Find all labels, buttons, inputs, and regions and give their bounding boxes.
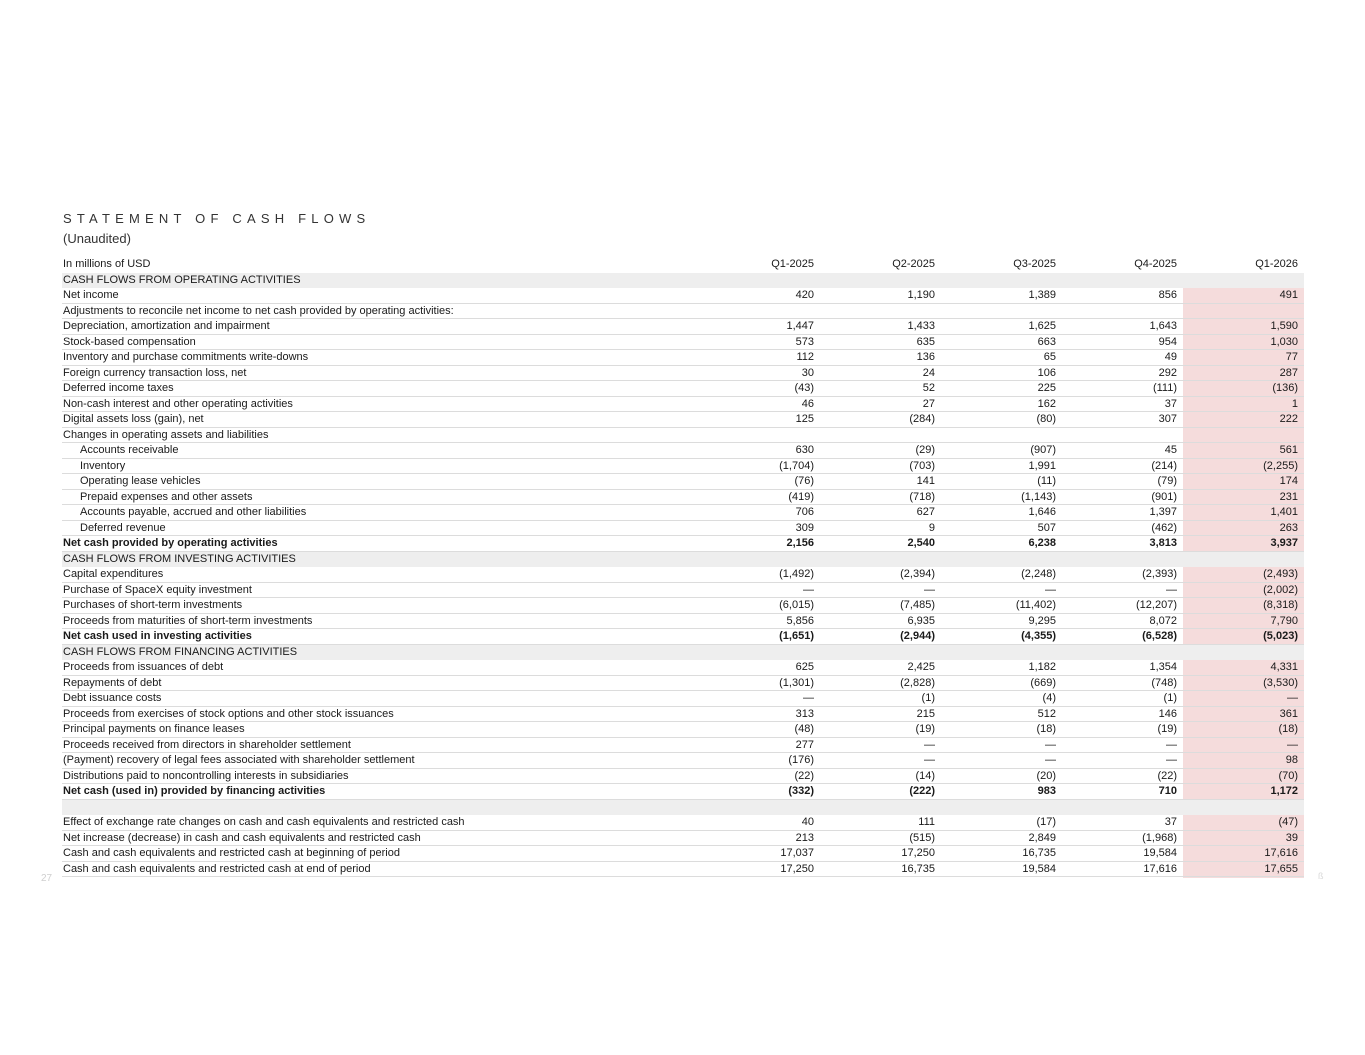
- row-label: Proceeds received from directors in shareholder settlement: [63, 738, 351, 751]
- table-row: [62, 614, 1304, 630]
- cell-value: 146: [1158, 707, 1177, 720]
- table-row: [62, 598, 1304, 614]
- table-row: [62, 397, 1304, 413]
- cell-value: (3,530): [1263, 676, 1298, 689]
- cell-value: 231: [1279, 490, 1298, 503]
- cell-value: (1,968): [1142, 831, 1177, 844]
- row-label: Non-cash interest and other operating activities: [63, 397, 293, 410]
- cell-value: 136: [916, 351, 935, 363]
- row-label: Capital expenditures: [63, 568, 164, 580]
- cell-value: (901): [1151, 490, 1177, 503]
- table-row: [62, 381, 1304, 397]
- cell-value: —: [1166, 738, 1177, 751]
- cell-value: (214): [1151, 459, 1177, 472]
- cell-value: 2,540: [907, 537, 935, 549]
- row-label: Digital assets loss (gain), net: [63, 413, 204, 425]
- row-label: Changes in operating assets and liabilities: [63, 428, 269, 441]
- row-label: Proceeds from issuances of debt: [63, 661, 224, 673]
- cell-value: 19,584: [1143, 847, 1177, 859]
- cell-value: 39: [1285, 831, 1298, 844]
- table-row: [62, 753, 1304, 769]
- cell-value: 16,735: [901, 862, 935, 875]
- row-label: Accounts receivable: [80, 444, 179, 456]
- cell-value: 1,389: [1028, 289, 1056, 301]
- column-header: Q4-2025: [1134, 258, 1177, 270]
- table-row: [62, 304, 1304, 320]
- cell-value: (8,318): [1263, 599, 1298, 611]
- cell-value: (2,248): [1021, 568, 1056, 580]
- table-row: [62, 815, 1304, 831]
- cell-value: (79): [1157, 475, 1177, 487]
- cell-value: 1,991: [1028, 459, 1056, 472]
- row-label: Effect of exchange rate changes on cash and cash equivalents and restricted cash: [63, 816, 465, 828]
- cell-value: 40: [801, 816, 814, 828]
- cell-value: (43): [794, 382, 814, 394]
- cell-value: 287: [1279, 366, 1298, 379]
- cell-value: (11,402): [1015, 599, 1056, 611]
- cell-value: 954: [1158, 335, 1177, 348]
- row-label: Foreign currency transaction loss, net: [63, 366, 247, 379]
- cell-value: (419): [788, 490, 814, 503]
- cell-value: 112: [796, 351, 814, 363]
- table-row: [62, 676, 1304, 692]
- row-label: Distributions paid to noncontrolling interests in subsidiaries: [63, 769, 349, 782]
- cell-value: 37: [1164, 397, 1177, 410]
- cell-value: 65: [1043, 351, 1056, 363]
- cell-value: (1,143): [1021, 490, 1056, 503]
- table-row: [62, 660, 1304, 676]
- cell-value: 1,625: [1028, 320, 1056, 332]
- cell-value: 17,250: [901, 847, 935, 859]
- column-header: Q2-2025: [892, 258, 935, 270]
- cell-value: (1): [921, 692, 935, 704]
- cell-value: (70): [1278, 769, 1298, 782]
- row-label: Adjustments to reconcile net income to net cash provided by operating activities:: [63, 304, 454, 317]
- cell-value: 111: [918, 816, 935, 828]
- row-label: Principal payments on finance leases: [63, 723, 245, 735]
- cell-value: (47): [1278, 816, 1298, 828]
- units-label: In millions of USD: [63, 258, 151, 270]
- cell-value: 630: [795, 444, 814, 456]
- cell-value: 141: [916, 475, 935, 487]
- cell-value: (748): [1151, 676, 1177, 689]
- cell-value: 17,616: [1143, 862, 1177, 875]
- cell-value: (29): [915, 444, 935, 456]
- table-row: [62, 846, 1304, 862]
- cash-flow-table: [62, 257, 1304, 877]
- table-row: [62, 350, 1304, 366]
- row-label: Proceeds from maturities of short-term investments: [63, 614, 313, 627]
- cell-value: 512: [1037, 707, 1056, 720]
- row-label: Net cash (used in) provided by financing activities: [63, 785, 326, 797]
- cell-value: 46: [801, 397, 814, 410]
- cell-value: 307: [1158, 413, 1177, 425]
- table-row: [62, 366, 1304, 382]
- cell-value: 1: [1291, 397, 1298, 410]
- cell-value: (515): [909, 831, 935, 844]
- cell-value: (462): [1151, 521, 1177, 534]
- cell-value: (222): [909, 785, 935, 797]
- cell-value: (669): [1030, 676, 1056, 689]
- table-row: [62, 459, 1304, 475]
- section-header-row: [62, 552, 1304, 568]
- cell-value: 52: [922, 382, 935, 394]
- cell-value: 663: [1037, 335, 1056, 348]
- row-label: Deferred revenue: [80, 521, 166, 534]
- cell-value: 213: [795, 831, 814, 844]
- row-label: CASH FLOWS FROM INVESTING ACTIVITIES: [63, 552, 296, 565]
- column-header: Q3-2025: [1013, 258, 1056, 270]
- cell-value: (2,944): [900, 630, 935, 642]
- total-row: [62, 784, 1304, 800]
- cell-value: 3,937: [1270, 537, 1298, 549]
- row-label: Net income: [63, 289, 119, 301]
- cell-value: 1,643: [1149, 320, 1177, 332]
- cell-value: (17): [1036, 816, 1056, 828]
- table-row: [62, 567, 1304, 583]
- row-label: CASH FLOWS FROM OPERATING ACTIVITIES: [63, 273, 301, 286]
- cell-value: (2,002): [1263, 583, 1298, 596]
- cell-value: (111): [1152, 382, 1177, 394]
- table-row: [62, 474, 1304, 490]
- row-label: CASH FLOWS FROM FINANCING ACTIVITIES: [63, 645, 298, 658]
- row-label: Inventory and purchase commitments write-downs: [63, 351, 309, 363]
- row-label: Net cash used in investing activities: [63, 630, 252, 642]
- cell-value: 491: [1279, 289, 1298, 301]
- cell-value: (136): [1272, 382, 1298, 394]
- cell-value: 507: [1037, 521, 1056, 534]
- cell-value: 9: [928, 521, 935, 534]
- cell-value: (332): [788, 785, 814, 797]
- table-row: [62, 722, 1304, 738]
- section-header-row: [62, 645, 1304, 661]
- cell-value: (12,207): [1136, 599, 1177, 611]
- row-label: Net increase (decrease) in cash and cash equivalents and restricted cash: [63, 831, 421, 844]
- cell-value: 1,646: [1028, 506, 1056, 518]
- spacer-row: [62, 800, 1304, 816]
- row-label: Purchases of short-term investments: [63, 599, 243, 611]
- cell-value: 292: [1158, 366, 1177, 379]
- cell-value: 45: [1164, 444, 1177, 456]
- cell-value: 1,354: [1149, 661, 1177, 673]
- cell-value: (19): [915, 723, 935, 735]
- table-row: [62, 443, 1304, 459]
- row-label: Cash and cash equivalents and restricted cash at end of period: [63, 862, 371, 875]
- cell-value: 313: [795, 707, 814, 720]
- cell-value: 627: [916, 506, 935, 518]
- table-row: [62, 691, 1304, 707]
- total-row: [62, 536, 1304, 552]
- row-label: Repayments of debt: [63, 676, 162, 689]
- cell-value: (19): [1157, 723, 1177, 735]
- cell-value: (2,828): [900, 676, 935, 689]
- cell-value: (4): [1042, 692, 1056, 704]
- page-title: STATEMENT OF CASH FLOWS: [63, 211, 371, 226]
- cell-value: (80): [1036, 413, 1056, 425]
- cell-value: 222: [1279, 413, 1298, 425]
- column-header: Q1-2025: [771, 258, 814, 270]
- cell-value: (1): [1163, 692, 1177, 704]
- section-header-row: [62, 273, 1304, 289]
- cell-value: 2,425: [907, 661, 935, 673]
- cell-value: 27: [922, 397, 935, 410]
- cell-value: 3,813: [1149, 537, 1177, 549]
- cell-value: 162: [1037, 397, 1056, 410]
- cell-value: (18): [1278, 723, 1298, 735]
- table-row: [62, 490, 1304, 506]
- row-label: Inventory: [80, 459, 126, 472]
- cell-value: 635: [916, 335, 935, 348]
- cell-value: 125: [795, 413, 814, 425]
- cell-value: 1,182: [1028, 661, 1056, 673]
- cell-value: 277: [795, 738, 814, 751]
- cell-value: 174: [1279, 475, 1298, 487]
- row-label: Debt issuance costs: [63, 692, 162, 704]
- cell-value: 420: [795, 289, 814, 301]
- total-row: [62, 629, 1304, 645]
- cell-value: 49: [1164, 351, 1177, 363]
- cell-value: —: [1045, 738, 1056, 751]
- cell-value: 1,590: [1270, 320, 1298, 332]
- cell-value: 4,331: [1270, 661, 1298, 673]
- cell-value: (2,493): [1263, 568, 1298, 580]
- cell-value: 8,072: [1149, 614, 1177, 627]
- cell-value: —: [924, 754, 935, 766]
- table-row: [62, 707, 1304, 723]
- cell-value: 17,616: [1264, 847, 1298, 859]
- cell-value: 856: [1158, 289, 1177, 301]
- cell-value: 98: [1285, 754, 1298, 766]
- cell-value: (703): [909, 459, 935, 472]
- cell-value: 1,172: [1270, 785, 1298, 797]
- cell-value: 2,849: [1028, 831, 1056, 844]
- row-label: Purchase of SpaceX equity investment: [63, 583, 252, 596]
- cell-value: 710: [1158, 785, 1177, 797]
- table-row: [62, 319, 1304, 335]
- cell-value: 1,433: [907, 320, 935, 332]
- row-label: Accounts payable, accrued and other liabilities: [80, 506, 307, 518]
- cell-value: 625: [795, 661, 814, 673]
- cell-value: 17,655: [1264, 862, 1298, 875]
- cell-value: (718): [909, 490, 935, 503]
- cell-value: (76): [794, 475, 814, 487]
- cell-value: 309: [795, 521, 814, 534]
- cell-value: 6,238: [1028, 537, 1056, 549]
- table-row: [62, 505, 1304, 521]
- cell-value: —: [1166, 583, 1177, 596]
- cell-value: (2,393): [1142, 568, 1177, 580]
- cell-value: (14): [915, 769, 935, 782]
- cell-value: 77: [1285, 351, 1298, 363]
- cell-value: 17,037: [780, 847, 814, 859]
- cell-value: 573: [795, 335, 814, 348]
- cell-value: 30: [801, 366, 814, 379]
- cell-value: —: [1287, 692, 1298, 704]
- cell-value: 561: [1279, 444, 1298, 456]
- cell-value: (22): [794, 769, 814, 782]
- cell-value: (22): [1157, 769, 1177, 782]
- cell-value: (2,394): [900, 568, 935, 580]
- cell-value: 215: [916, 707, 935, 720]
- cell-value: 1,447: [786, 320, 814, 332]
- table-row: [62, 769, 1304, 785]
- cell-value: (284): [909, 413, 935, 425]
- cell-value: 1,401: [1270, 506, 1298, 518]
- cell-value: (5,023): [1263, 630, 1298, 642]
- cell-value: —: [803, 692, 814, 704]
- cell-value: 9,295: [1028, 614, 1056, 627]
- cell-value: 263: [1279, 521, 1298, 534]
- cell-value: 1,030: [1270, 335, 1298, 348]
- cell-value: 16,735: [1022, 847, 1056, 859]
- cell-value: (4,355): [1021, 630, 1056, 642]
- table-row: [62, 412, 1304, 428]
- row-label: Proceeds from exercises of stock options and other stock issuances: [63, 707, 394, 720]
- page-subtitle: (Unaudited): [63, 231, 131, 246]
- cell-value: —: [924, 738, 935, 751]
- cell-value: —: [1045, 583, 1056, 596]
- table-row: [62, 831, 1304, 847]
- cell-value: (2,255): [1263, 459, 1298, 472]
- cell-value: (176): [788, 754, 814, 766]
- table-row: [62, 583, 1304, 599]
- cell-value: 17,250: [780, 862, 814, 875]
- cell-value: (48): [794, 723, 814, 735]
- cell-value: —: [803, 583, 814, 596]
- cell-value: (11): [1037, 475, 1056, 487]
- cell-value: 706: [795, 506, 814, 518]
- row-label: Prepaid expenses and other assets: [80, 490, 253, 503]
- cell-value: 24: [922, 366, 935, 379]
- cell-value: —: [1166, 754, 1177, 766]
- cell-value: (6,015): [779, 599, 814, 611]
- cell-value: 1,190: [907, 289, 935, 301]
- cell-value: 225: [1037, 382, 1056, 394]
- cell-value: —: [1287, 738, 1298, 751]
- cell-value: 106: [1037, 366, 1056, 379]
- cell-value: (7,485): [900, 599, 935, 611]
- cell-value: 361: [1279, 707, 1298, 720]
- table-row: [62, 335, 1304, 351]
- table-row: [62, 862, 1304, 878]
- cell-value: 37: [1164, 816, 1177, 828]
- row-label: Operating lease vehicles: [80, 475, 201, 487]
- table-row: [62, 521, 1304, 537]
- row-label: (Payment) recovery of legal fees associated with shareholder settlement: [63, 754, 415, 766]
- cell-value: 1,397: [1149, 506, 1177, 518]
- corner-mark: ß: [1318, 871, 1324, 881]
- cell-value: (907): [1030, 444, 1056, 456]
- cell-value: (1,704): [779, 459, 814, 472]
- cell-value: (1,301): [779, 676, 814, 689]
- row-label: Depreciation, amortization and impairment: [63, 320, 270, 332]
- cell-value: (6,528): [1142, 630, 1177, 642]
- column-header: Q1-2026: [1255, 258, 1298, 270]
- row-label: Deferred income taxes: [63, 382, 174, 394]
- row-label: Stock-based compensation: [63, 335, 196, 348]
- cell-value: 19,584: [1022, 862, 1056, 875]
- cell-value: —: [924, 583, 935, 596]
- table-row: [62, 428, 1304, 444]
- table-row: [62, 288, 1304, 304]
- row-label: Cash and cash equivalents and restricted cash at beginning of period: [63, 847, 400, 859]
- cell-value: 983: [1037, 785, 1056, 797]
- page-number: 27: [41, 873, 53, 884]
- cell-value: 7,790: [1270, 614, 1298, 627]
- row-label: Net cash provided by operating activities: [63, 537, 278, 549]
- cell-value: (18): [1036, 723, 1056, 735]
- cell-value: 2,156: [786, 537, 814, 549]
- cell-value: (1,492): [779, 568, 814, 580]
- cell-value: —: [1045, 754, 1056, 766]
- cell-value: (1,651): [779, 630, 814, 642]
- cell-value: 6,935: [907, 614, 935, 627]
- table-row: [62, 738, 1304, 754]
- table-header-row: [62, 257, 1304, 273]
- cell-value: (20): [1036, 769, 1056, 782]
- cell-value: 5,856: [786, 614, 814, 627]
